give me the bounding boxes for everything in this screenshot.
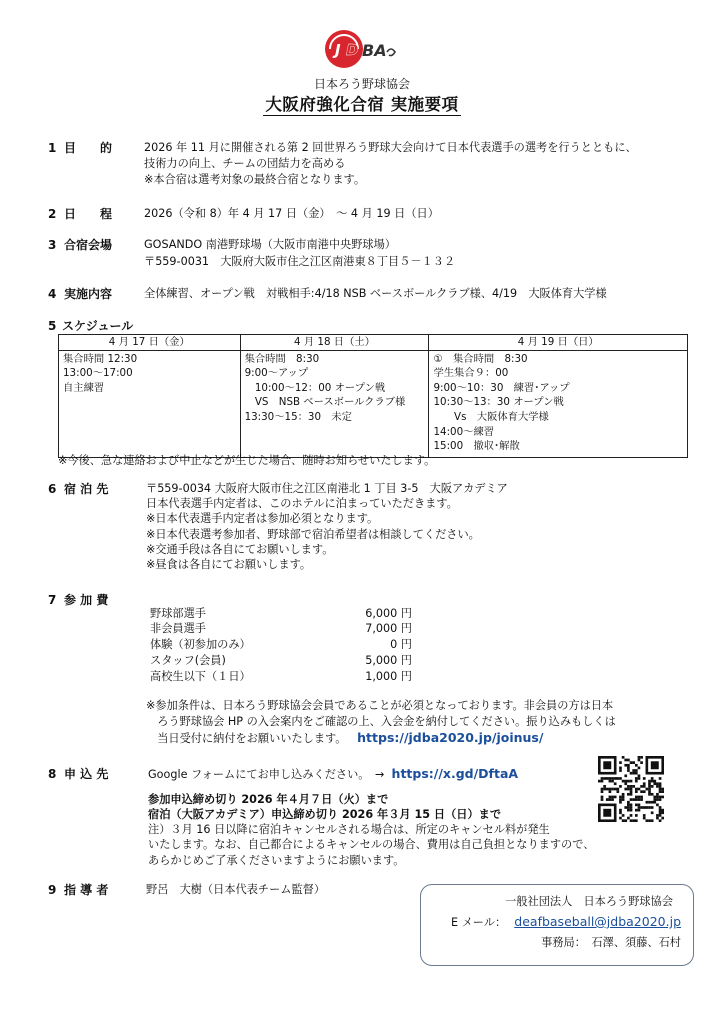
fee-row: [150, 637, 412, 652]
section-label-application: 申 込 先: [64, 767, 109, 781]
jdba-logo-icon: [322, 28, 404, 70]
section-number-coach: 9: [48, 883, 57, 897]
svg-text:BA: BA: [362, 41, 387, 60]
section-label-fees: 参 加 費: [64, 593, 109, 607]
join-link[interactable]: https://jdba2020.jp/joinus/: [357, 730, 544, 746]
application-note-line: 注）３月 16 日以降に宿泊キャンセルされる場合は、所定のキャンセル料が発生: [148, 823, 550, 836]
section-number-content: 4: [48, 287, 57, 301]
schedule-line: 9:00～アップ: [244, 367, 309, 380]
lodging-line: 〒559-0034 大阪府大阪市住之江区南港北 1 丁目 3-5 大阪アカデミア: [146, 482, 508, 495]
contact-email-label: E メール：: [451, 916, 507, 929]
form-link[interactable]: https://x.gd/DftaA: [391, 766, 519, 781]
section-body-purpose: [144, 140, 637, 187]
page-title: 大阪府強化合宿 実施要項: [265, 95, 459, 114]
schedule-line: 自主練習: [63, 381, 105, 394]
schedule-line: 集合時間 12:30: [63, 352, 138, 365]
svg-text:J: J: [335, 41, 341, 59]
section-number-venue: 3: [48, 238, 57, 252]
fees-note-line: 当日受付に納付をお願いいたします。 https://jdba2020.jp/joinus/: [146, 730, 544, 746]
lodging-line: 日本代表選手内定者は、このホテルに泊まっていただきます。: [146, 497, 458, 511]
fee-name: 高校生以下（１日）: [150, 670, 251, 683]
deadline-line: 参加申込締め切り 2026 年４月７日（火）まで: [148, 793, 389, 806]
contact-box: [420, 884, 694, 966]
section-label-dates: 日 程: [64, 207, 113, 221]
purpose-line: 技術力の向上、チームの団結力を高める: [144, 157, 346, 171]
schedule-day-header: 4 月 18 日（土）: [240, 335, 429, 351]
fees-note-line: ろう野球協会 HP の入会案内をご確認の上、入会金を納付してください。振り込みもしくは: [146, 714, 616, 728]
schedule-line: 集合時間 8:30: [244, 352, 320, 365]
purpose-line: ※本合宿は選考対象の最終合宿となります。: [144, 173, 366, 187]
venue-line: 〒559-0031 大阪府大阪市住之江区南港東８丁目５－１３２: [144, 255, 456, 269]
qr-code-graphic: [598, 756, 664, 822]
schedule-day-header: 4 月 19 日（日）: [429, 335, 688, 351]
contact-email-link[interactable]: deafbaseball@jdba2020.jp: [514, 914, 681, 929]
content-text: 全体練習、オープン戦 対戦相手:4/18 NSB ベースボールクラブ様、4/19 大阪体育大学様: [144, 287, 607, 300]
application-deadlines: [148, 792, 501, 822]
section-number-schedule: 5: [48, 319, 57, 333]
dates-text: 2026（令和 8）年 4 月 17 日（金） ～ 4 月 19 日（日）: [144, 207, 439, 220]
lodging-line: ※日本代表選手内定者は参加必須となります。: [146, 512, 379, 526]
section-number-purpose: 1: [48, 141, 57, 155]
schedule-cell-day2: [240, 350, 429, 457]
lodging-line: ※交通手段は各自にてお願いします。: [146, 542, 334, 556]
svg-text:D: D: [346, 41, 359, 59]
schedule-line: 13:00～17:00: [63, 367, 133, 380]
fee-name: 非会員選手: [150, 622, 206, 635]
fee-amount: 5,000 円: [365, 654, 412, 667]
application-text: Google フォームにてお申し込みください。 → https://x.gd/DftaA: [148, 766, 519, 781]
org-name: 日本ろう野球協会: [313, 77, 410, 91]
application-note: [148, 822, 594, 868]
contact-org: 一般社団法人 日本ろう野球協会: [505, 895, 673, 908]
schedule-cell-day1: [59, 350, 241, 457]
lodging-line: ※日本代表選考参加者、野球部で宿泊希望者は相談してください。: [146, 527, 480, 541]
schedule-line: 学生集合９：00: [433, 367, 509, 380]
section-label-coach: 指 導 者: [64, 883, 109, 897]
coach-text: 野呂 大樹（日本代表チーム監督）: [146, 883, 326, 896]
schedule-header-row: [59, 335, 688, 351]
fee-amount: 6,000 円: [365, 607, 412, 620]
schedule-line: ① 集合時間 8:30: [433, 352, 528, 365]
purpose-line: 2026 年 11 月に開催される第 2 回世界ろう野球大会向けて日本代表選手の選考を行うとともに、: [144, 141, 637, 154]
section-label-purpose: 目 的: [64, 141, 113, 155]
fees-note: [146, 698, 616, 747]
schedule-table: [58, 334, 688, 458]
fees-note-line: ※参加条件は、日本ろう野球協会会員であることが必須となっております。非会員の方は日本: [146, 699, 614, 712]
qr-code-icon: [598, 756, 664, 822]
schedule-day-header: 4 月 17 日（金）: [59, 335, 241, 351]
section-label-venue: 合宿会場: [64, 238, 113, 252]
schedule-line: 10:30～13：30 オープン戦: [433, 396, 564, 409]
fee-name: 野球部選手: [150, 607, 206, 620]
schedule-body-row: [59, 350, 688, 457]
schedule-line: 10:00～12：00 オープン戦: [244, 381, 386, 394]
fee-amount: 1,000 円: [365, 670, 412, 683]
fee-name: 体験（初参加のみ）: [150, 638, 251, 651]
schedule-line: 13:30～15：30 未定: [244, 411, 352, 424]
schedule-line: 9:00～10：30 練習･アップ: [433, 381, 570, 394]
fee-row: [150, 606, 412, 621]
schedule-line: VS NSB ベースボールクラブ様: [244, 396, 406, 409]
jdba-logo: [322, 28, 404, 70]
deadline-line: 宿泊（大阪アカデミア）申込締め切り 2026 年３月 15 日（日）まで: [148, 808, 502, 822]
section-number-fees: 7: [48, 593, 57, 607]
contact-office: 事務局： 石澤、須藤、石村: [541, 936, 681, 949]
venue-line: GOSANDO 南港野球場（大阪市南港中央野球場）: [144, 238, 396, 251]
application-note-line: あらかじめご了承くださいますようにお願います。: [148, 853, 405, 867]
fee-name: スタッフ(会員): [150, 654, 226, 667]
section-label-lodging: 宿 泊 先: [64, 482, 109, 496]
fee-amount: 7,000 円: [365, 622, 412, 635]
schedule-cell-day3: [429, 350, 688, 457]
section-label-content: 実施内容: [64, 287, 113, 301]
fee-row: [150, 653, 412, 668]
schedule-line: Vs 大阪体育大学様: [433, 411, 549, 424]
section-body-venue: [144, 237, 455, 269]
section-number-application: 8: [48, 767, 57, 781]
fee-row: [150, 669, 412, 684]
schedule-note: ※今後、急な連絡および中止などが生じた場合、随時お知らせいたします。: [58, 454, 436, 467]
section-number-dates: 2: [48, 207, 57, 221]
schedule-line: 15:00 撤収･解散: [433, 440, 520, 453]
application-note-line: いたします。なお、自己都合によるキャンセルの場合、費用は自己負担となりますので、: [148, 838, 595, 852]
lodging-line: ※昼食は各自にてお願いします。: [146, 558, 312, 572]
section-number-lodging: 6: [48, 482, 57, 496]
fee-amount: 0 円: [390, 638, 412, 651]
schedule-line: 14:00～練習: [433, 425, 495, 438]
section-body-lodging: [146, 481, 508, 572]
section-label-schedule: スケジュール: [62, 319, 134, 333]
fee-row: [150, 621, 412, 636]
